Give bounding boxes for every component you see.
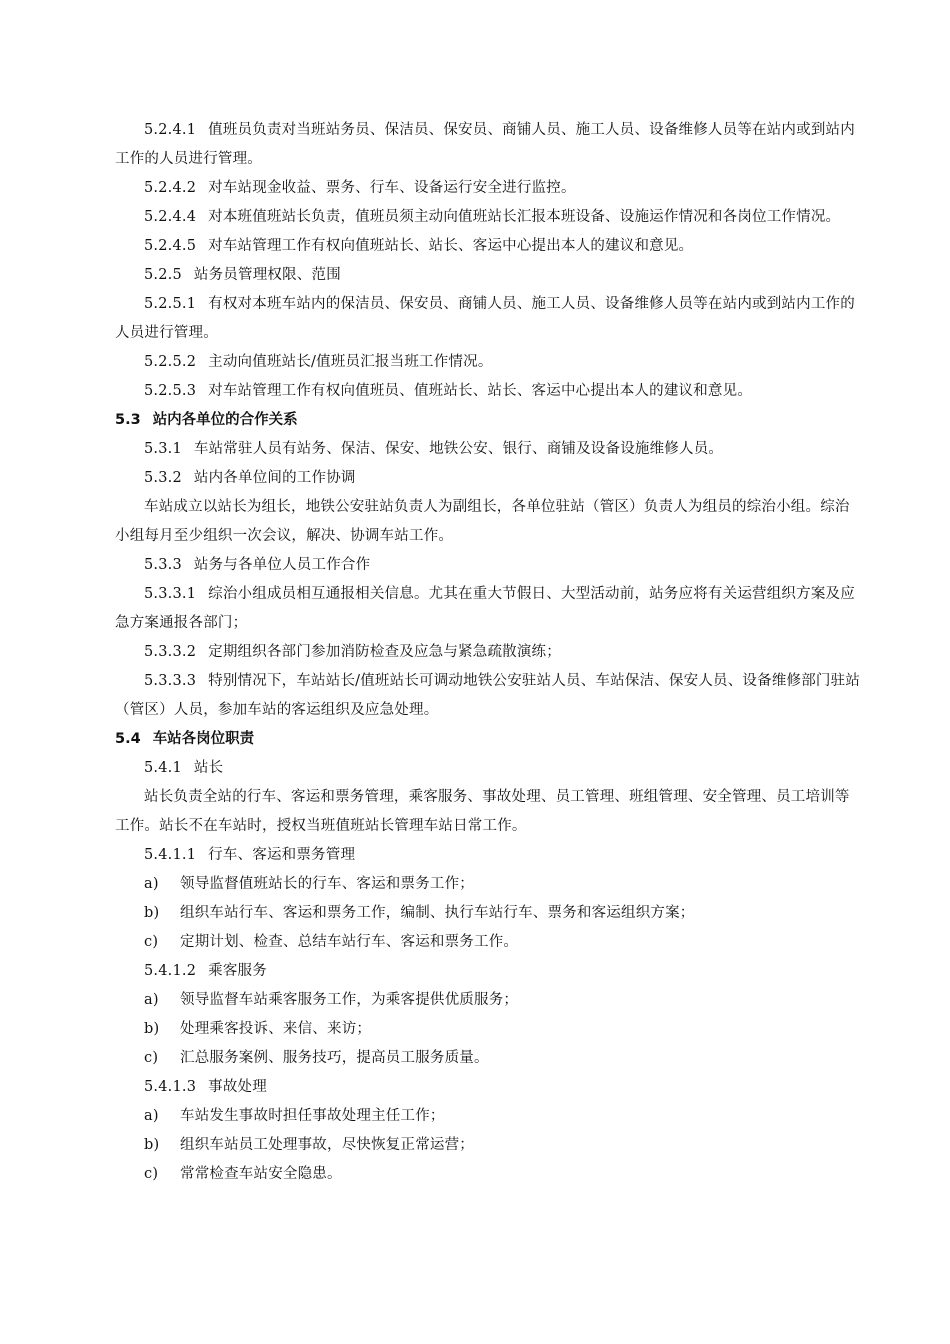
paragraph-text: 对车站管理工作有权向值班员、值班站长、站长、客运中心提出本人的建议和意见。	[208, 383, 753, 399]
clause-number: 5.3.1	[144, 441, 182, 457]
document-page	[115, 116, 863, 1189]
section-number: 5.3	[115, 412, 141, 428]
clause-number: 5.2.4.1	[144, 122, 197, 138]
paragraph-text: 行车、客运和票务管理	[208, 847, 356, 863]
list-item-text: 汇总服务案例、服务技巧，提高员工服务质量。	[180, 1050, 489, 1066]
paragraph	[115, 116, 863, 174]
paragraph-text: 对车站现金收益、票务、行车、设备运行安全进行监控。	[208, 180, 576, 196]
paragraph	[115, 493, 863, 551]
paragraph-text: 站务与各单位人员工作合作	[193, 557, 371, 573]
paragraph-text: 有权对本班车站内的保洁员、保安员、商铺人员、施工人员、设备维修人员等在站内或到站内工作的人员进行管理。	[115, 296, 855, 341]
paragraph-text: 定期组织各部门参加消防检查及应急与紧急疏散演练；	[208, 644, 561, 660]
clause-number: 5.3.3.3	[144, 673, 197, 689]
paragraph-text: 站内各单位间的工作协调	[193, 470, 356, 486]
list-item	[115, 1160, 863, 1189]
clause-number: 5.3.3.1	[144, 586, 197, 602]
list-marker: b)	[144, 1137, 160, 1153]
list-item-text: 组织车站行车、客运和票务工作，编制、执行车站行车、票务和客运组织方案；	[180, 905, 695, 921]
clause-number: 5.3.2	[144, 470, 182, 486]
clause-number: 5.3.3	[144, 557, 182, 573]
clause-number: 5.4.1.1	[144, 847, 197, 863]
paragraph	[115, 551, 863, 580]
list-marker: b)	[144, 1021, 160, 1037]
paragraph-text: 对本班值班站长负责，值班员须主动向值班站长汇报本班设备、设施运作情况和各岗位工作情况。	[208, 209, 841, 225]
list-item-text: 常常检查车站安全隐患。	[180, 1166, 342, 1182]
section-heading	[115, 406, 863, 435]
paragraph	[115, 435, 863, 464]
paragraph	[115, 174, 863, 203]
paragraph	[115, 261, 863, 290]
paragraph	[115, 464, 863, 493]
list-item-text: 定期计划、检查、总结车站行车、客运和票务工作。	[180, 934, 519, 950]
clause-number: 5.2.4.2	[144, 180, 197, 196]
paragraph	[115, 841, 863, 870]
clause-number: 5.2.5.3	[144, 383, 197, 399]
clause-number: 5.2.5.1	[144, 296, 197, 312]
list-marker: c)	[144, 1050, 159, 1066]
paragraph	[115, 290, 863, 348]
clause-number: 5.4.1.2	[144, 963, 197, 979]
list-item-text: 领导监督值班站长的行车、客运和票务工作；	[180, 876, 474, 892]
clause-number: 5.3.3.2	[144, 644, 197, 660]
paragraph	[115, 348, 863, 377]
section-title: 站内各单位的合作关系	[152, 412, 298, 428]
section-number: 5.4	[115, 731, 141, 747]
paragraph	[115, 1073, 863, 1102]
list-item	[115, 928, 863, 957]
list-item	[115, 986, 863, 1015]
paragraph-text: 车站成立以站长为组长，地铁公安驻站负责人为副组长，各单位驻站（管区）负责人为组员的综治小组。综治小组每月至少组织一次会议，解决、协调车站工作。	[115, 499, 850, 544]
paragraph-text: 特别情况下，车站站长/值班站长可调动地铁公安驻站人员、车站保洁、保安人员、设备维修部门驻站（管区）人员，参加车站的客运组织及应急处理。	[115, 673, 861, 718]
clause-number: 5.4.1	[144, 760, 182, 776]
list-item	[115, 870, 863, 899]
paragraph	[115, 377, 863, 406]
paragraph-text: 站长	[193, 760, 224, 776]
section-title: 车站各岗位职责	[152, 731, 255, 747]
list-item	[115, 1131, 863, 1160]
list-marker: a)	[144, 1108, 159, 1124]
list-item-text: 组织车站员工处理事故，尽快恢复正常运营；	[180, 1137, 474, 1153]
paragraph-text: 站长负责全站的行车、客运和票务管理，乘客服务、事故处理、员工管理、班组管理、安全管理、员工培训等工作。站长不在车站时，授权当班值班站长管理车站日常工作。	[115, 789, 850, 834]
list-item	[115, 1015, 863, 1044]
clause-number: 5.2.4.4	[144, 209, 197, 225]
paragraph-text: 主动向值班站长/值班员汇报当班工作情况。	[208, 354, 493, 370]
paragraph-text: 乘客服务	[208, 963, 267, 979]
list-item	[115, 1102, 863, 1131]
list-marker: c)	[144, 1166, 159, 1182]
paragraph	[115, 957, 863, 986]
paragraph	[115, 754, 863, 783]
paragraph	[115, 638, 863, 667]
paragraph	[115, 783, 863, 841]
paragraph-text: 对车站管理工作有权向值班站长、站长、客运中心提出本人的建议和意见。	[208, 238, 694, 254]
list-item-text: 处理乘客投诉、来信、来访；	[180, 1021, 372, 1037]
paragraph-text: 站务员管理权限、范围	[193, 267, 341, 283]
section-heading	[115, 725, 863, 754]
paragraph	[115, 580, 863, 638]
list-item	[115, 1044, 863, 1073]
list-marker: a)	[144, 876, 159, 892]
paragraph-text: 事故处理	[208, 1079, 267, 1095]
clause-number: 5.2.4.5	[144, 238, 197, 254]
paragraph	[115, 232, 863, 261]
paragraph	[115, 203, 863, 232]
paragraph	[115, 667, 863, 725]
list-item-text: 领导监督车站乘客服务工作，为乘客提供优质服务；	[180, 992, 519, 1008]
list-marker: a)	[144, 992, 159, 1008]
paragraph-text: 车站常驻人员有站务、保洁、保安、地铁公安、银行、商铺及设备设施维修人员。	[193, 441, 724, 457]
list-item	[115, 899, 863, 928]
paragraph-text: 值班员负责对当班站务员、保洁员、保安员、商铺人员、施工人员、设备维修人员等在站内或到站内工作的人员进行管理。	[115, 122, 855, 167]
clause-number: 5.2.5.2	[144, 354, 197, 370]
list-item-text: 车站发生事故时担任事故处理主任工作；	[180, 1108, 445, 1124]
paragraph-text: 综治小组成员相互通报相关信息。尤其在重大节假日、大型活动前，站务应将有关运营组织方案及应急方案通报各部门；	[115, 586, 855, 631]
clause-number: 5.4.1.3	[144, 1079, 197, 1095]
clause-number: 5.2.5	[144, 267, 182, 283]
list-marker: b)	[144, 905, 160, 921]
list-marker: c)	[144, 934, 159, 950]
